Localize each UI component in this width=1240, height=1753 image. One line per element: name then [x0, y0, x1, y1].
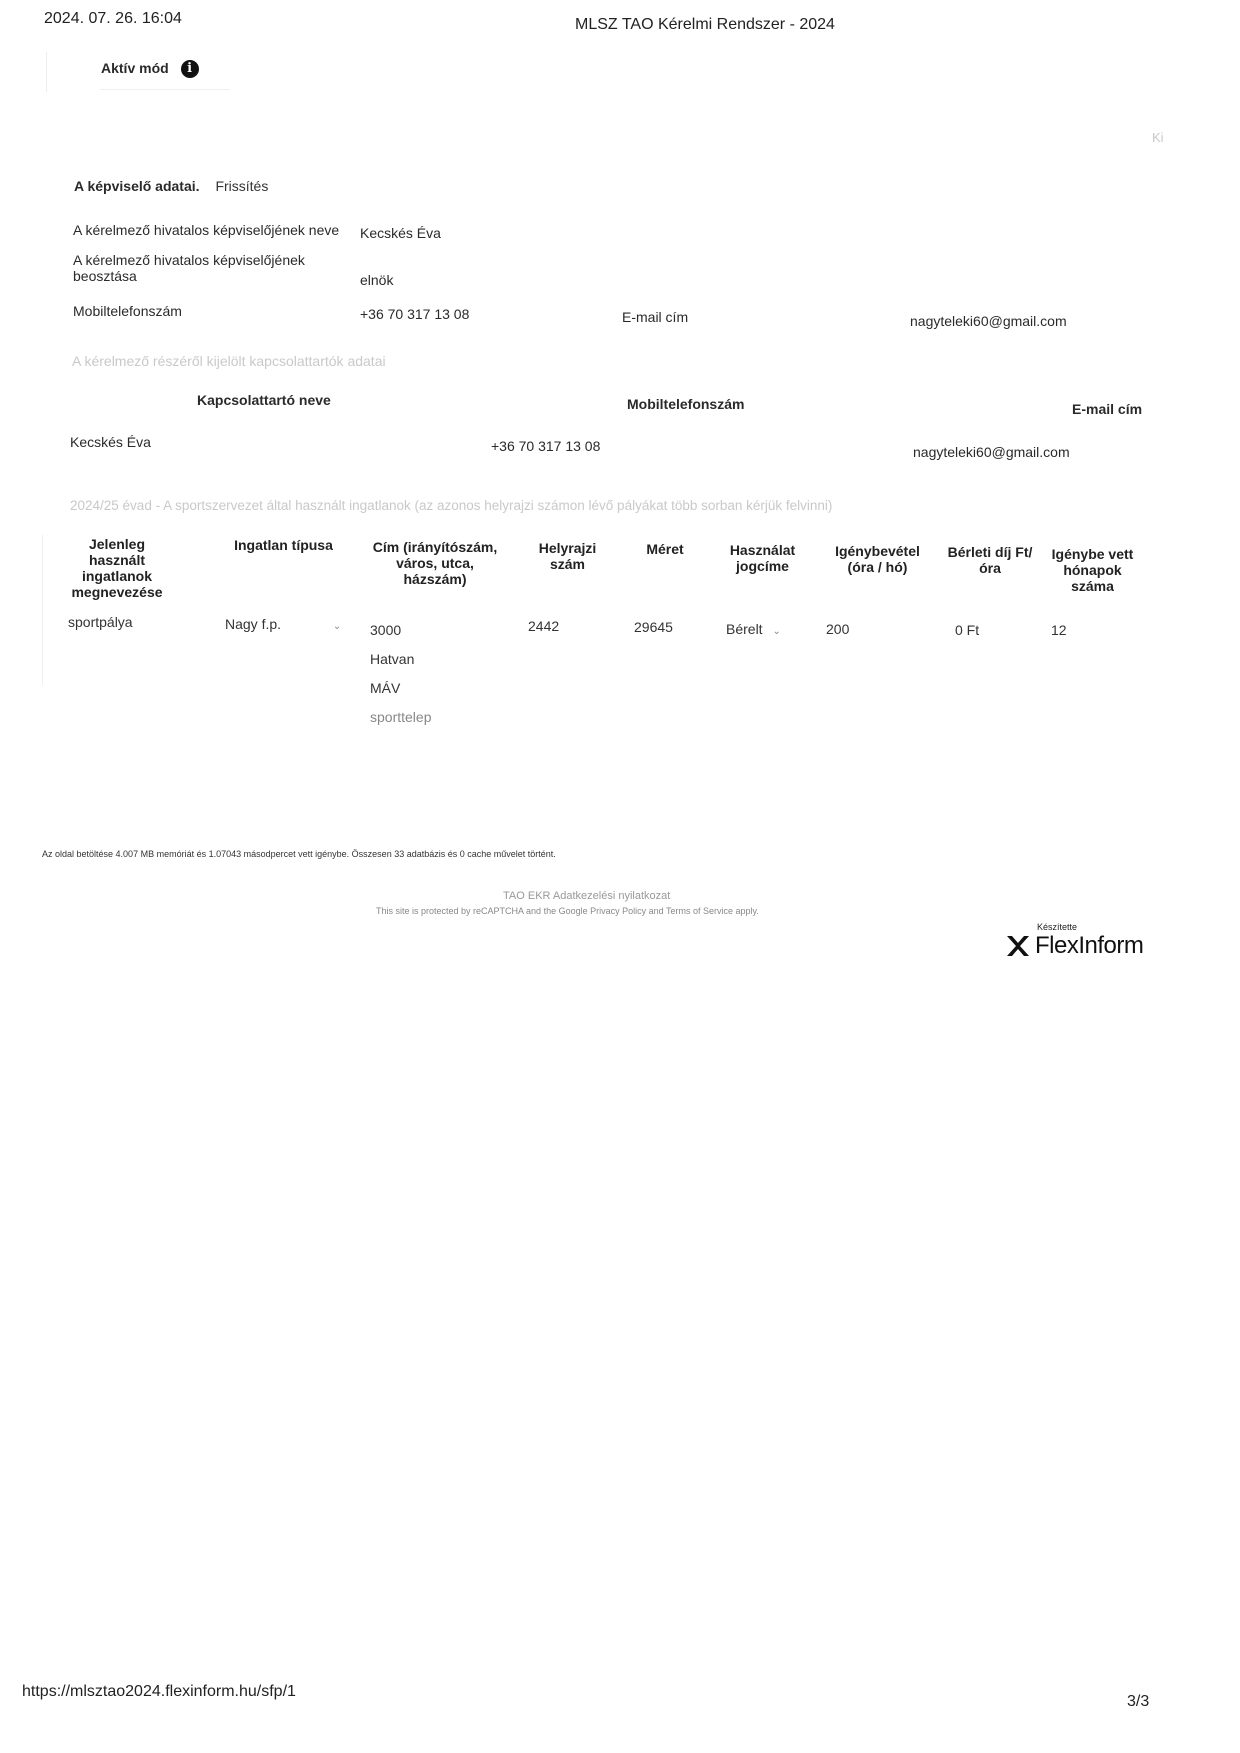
active-mode[interactable] [101, 60, 199, 78]
prop-col-type: Ingatlan típusa [234, 537, 333, 553]
contacts-col-mobile: Mobiltelefonszám [627, 396, 745, 412]
representative-title: A képviselő adatai. [74, 178, 200, 194]
prop-address-line: 3000 [370, 622, 402, 638]
flexinform-logo[interactable] [1005, 922, 1143, 960]
active-mode-label: Aktív mód [101, 60, 169, 76]
print-page-title: MLSZ TAO Kérelmi Rendszer - 2024 [575, 16, 835, 33]
prop-col-address: Cím (irányítószám, város, utca, házszám) [372, 539, 498, 587]
print-page-number: 3/3 [1127, 1693, 1150, 1710]
corner-fragment: Ki [1152, 130, 1164, 145]
prop-months: 12 [1051, 622, 1067, 638]
prop-address-line: Hatvan [370, 651, 415, 667]
rep-email-value: nagyteleki60@gmail.com [910, 313, 1067, 329]
representative-section-title [74, 178, 268, 194]
contacts-col-name: Kapcsolattartó neve [197, 392, 331, 408]
rep-name-value: Kecskés Éva [360, 225, 441, 241]
print-datetime: 2024. 07. 26. 16:04 [44, 10, 182, 27]
contact-row-mobile: +36 70 317 13 08 [491, 438, 601, 454]
contacts-col-email: E-mail cím [1072, 401, 1143, 417]
prop-col-hours: Igénybevétel (óra / hó) [835, 543, 920, 575]
prop-size: 29645 [634, 619, 673, 635]
brand-name: FlexInform [1035, 932, 1144, 959]
rep-position-value: elnök [360, 272, 394, 288]
prop-type-select[interactable] [225, 616, 341, 632]
properties-divider [42, 535, 43, 685]
rep-mobile-value: +36 70 317 13 08 [360, 306, 470, 322]
contact-row-email: nagyteleki60@gmail.com [913, 444, 1070, 460]
prop-rent: 0 Ft [955, 622, 980, 638]
prop-col-usage-title: Használat jogcíme [729, 542, 796, 574]
chevron-down-icon: ⌄ [332, 621, 342, 632]
prop-usage-value: Bérelt [726, 621, 763, 637]
flexinform-logo-icon [1005, 933, 1031, 959]
prop-usage-select[interactable] [726, 621, 781, 637]
contacts-section-title: A kérelmező részéről kijelölt kapcsolattartók adatai [72, 353, 386, 369]
rep-email-label: E-mail cím [622, 309, 689, 325]
prop-address [370, 616, 431, 732]
prop-hours: 200 [826, 621, 850, 637]
mode-underline [100, 89, 230, 90]
prop-col-months: Igénybe vett hónapok száma [1051, 546, 1134, 594]
prop-lot: 2442 [528, 618, 560, 634]
footer-stats: Az oldal betöltése 4.007 MB memóriát és 1.07043 másodpercet vett igénybe. Összesen 33 adatbázis és 0 cache művelet történt. [42, 849, 556, 859]
privacy-link[interactable]: TAO EKR Adatkezelési nyilatkozat [503, 890, 671, 902]
prop-address-line: MÁV [370, 680, 401, 696]
rep-position-label: A kérelmező hivatalos képviselőjének beosztása [73, 252, 305, 284]
prop-col-name: Jelenleg használt ingatlanok megnevezése [71, 536, 163, 600]
recaptcha-notice: This site is protected by reCAPTCHA and the Google Privacy Policy and Terms of Service apply. [376, 906, 759, 916]
prop-col-size: Méret [646, 541, 684, 557]
rep-mobile-label: Mobiltelefonszám [73, 303, 182, 319]
contact-row-name: Kecskés Éva [70, 434, 151, 450]
info-icon[interactable]: i [181, 60, 199, 78]
print-url: https://mlsztao2024.flexinform.hu/sfp/1 [22, 1683, 296, 1700]
mode-divider [46, 52, 47, 92]
prop-name: sportpálya [68, 614, 133, 630]
properties-section-title: 2024/25 évad - A sportszervezet által használt ingatlanok (az azonos helyrajzi számon lévő pályákat több sorban kérjük felvinni) [70, 498, 833, 513]
made-by-label: Készítette [1037, 922, 1078, 932]
prop-col-lot: Helyrajzi szám [538, 540, 597, 572]
prop-address-line: sporttelep [370, 709, 432, 725]
prop-type-value: Nagy f.p. [225, 616, 282, 632]
chevron-down-icon: ⌄ [772, 626, 781, 637]
rep-name-label: A kérelmező hivatalos képviselőjének neve [73, 222, 340, 238]
prop-col-rent: Bérleti díj Ft/óra [947, 544, 1033, 576]
refresh-link[interactable]: Frissítés [215, 178, 269, 194]
